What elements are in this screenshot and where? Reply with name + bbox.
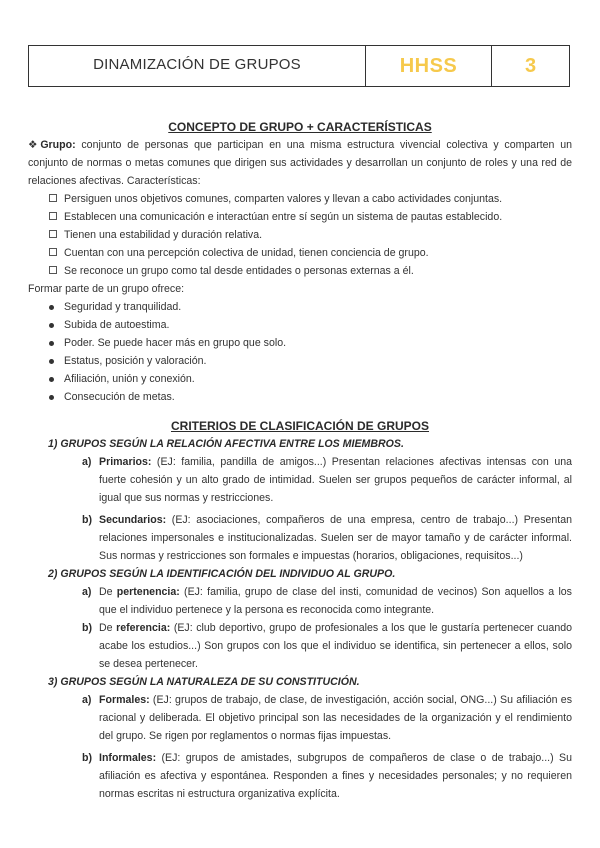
group-term: Grupo: <box>40 139 76 151</box>
group-definition <box>28 136 572 190</box>
list-item <box>28 334 572 352</box>
list-item <box>28 208 572 226</box>
classification-item <box>28 619 572 673</box>
list-item-text: Consecución de metas. <box>64 391 175 403</box>
item-term: Secundarios: <box>99 514 167 526</box>
characteristics-list <box>28 190 572 280</box>
list-item-text: Persiguen unos objetivos comunes, comparten valores y llevan a cabo actividades conjuntas. <box>64 193 503 205</box>
item-letter: a) <box>82 586 92 598</box>
list-item-text: Afiliación, unión y conexión. <box>64 373 195 385</box>
list-item-text: Subida de autoestima. <box>64 319 170 331</box>
document-body <box>28 118 572 803</box>
group-category-heading: 1) GRUPOS SEGÚN LA RELACIÓN AFECTIVA ENTRE LOS MIEMBROS. <box>48 438 404 450</box>
item-term: Primarios: <box>99 456 152 468</box>
list-item-text: Se reconoce un grupo como tal desde entidades o personas externas a él. <box>64 265 414 277</box>
item-text: (EJ: familia, pandilla de amigos...) Presentan relaciones afectivas intensas con una fuerte cohesión y un alto grado de intimidad. Suelen ser grupos pequeños de carácter informal, al igual que sus normas y restricciones. <box>99 456 572 504</box>
list-item-text: Poder. Se puede hacer más en grupo que solo. <box>64 337 287 349</box>
item-text: (EJ: asociaciones, compañeros de una empresa, centro de trabajo...) Presentan relaciones impersonales e institucionalizadas. Suelen ser de mayor tamaño y de carácter informal. Sus normas y restricciones son formales e impuestas (horarios, obligaciones, requisitos...) <box>99 514 572 562</box>
bullet-icon <box>49 341 54 346</box>
item-term: Informales: <box>99 752 157 764</box>
classification-item <box>28 453 572 507</box>
list-item <box>28 244 572 262</box>
list-item <box>28 352 572 370</box>
list-item <box>28 262 572 280</box>
bullet-icon <box>49 305 54 310</box>
item-letter: b) <box>82 514 92 526</box>
item-letter: b) <box>82 752 92 764</box>
list-item-text: Estatus, posición y valoración. <box>64 355 207 367</box>
offers-list <box>28 298 572 406</box>
classification-item <box>28 691 572 745</box>
section-heading-criteria: CRITERIOS DE CLASIFICACIÓN DE GRUPOS <box>170 419 430 433</box>
classification-item <box>28 749 572 803</box>
checkbox-icon <box>49 248 57 256</box>
item-letter: a) <box>82 694 92 706</box>
group-category-heading: 3) GRUPOS SEGÚN LA NATURALEZA DE SU CONSTITUCIÓN. <box>48 676 360 688</box>
checkbox-icon <box>49 266 57 274</box>
list-item <box>28 370 572 388</box>
list-item-text: Establecen una comunicación e interactúan entre sí según un sistema de pautas establecido. <box>64 211 503 223</box>
item-prefix: De <box>99 586 117 598</box>
item-term: referencia: <box>116 622 171 634</box>
bullet-icon <box>49 323 54 328</box>
list-item-text: Seguridad y tranquilidad. <box>64 301 182 313</box>
checkbox-icon <box>49 230 57 238</box>
subject-label: HHSS <box>366 46 492 86</box>
item-text: (EJ: grupos de amistades, subgrupos de compañeros de clase o de trabajo...) Su afiliación es afectiva y espontánea. Responden a fines y necesidades personales; y no requieren normas escritas ni estructura organizativa explícita. <box>99 752 572 800</box>
item-letter: a) <box>82 456 92 468</box>
item-text: (EJ: familia, grupo de clase del insti, comunidad de vecinos) Son aquellos a los que el individuo pertenece y la persona es reconocida como integrante. <box>99 586 572 616</box>
list-item <box>28 316 572 334</box>
list-item <box>28 190 572 208</box>
unit-number: 3 <box>524 54 537 77</box>
bullet-icon <box>49 359 54 364</box>
document-header <box>28 45 570 87</box>
item-term: pertenencia: <box>116 586 180 598</box>
item-text: (EJ: club deportivo, grupo de profesionales a los que le gustaría pertenecer cuando acabe los estudios...) Son grupos con los que el individuo se identifica, sin pertenecer a ellos, solo se desea pertenecer. <box>99 622 572 670</box>
offers-intro: Formar parte de un grupo ofrece: <box>28 283 185 295</box>
document-title: DINAMIZACIÓN DE GRUPOS <box>29 46 366 86</box>
item-prefix: De <box>99 622 117 634</box>
checkbox-icon <box>49 212 57 220</box>
classification-item <box>28 511 572 565</box>
bullet-icon <box>49 395 54 400</box>
section-heading-concept: CONCEPTO DE GRUPO + CARACTERÍSTICAS <box>168 120 432 134</box>
checkbox-icon <box>49 194 57 202</box>
item-letter: b) <box>82 622 92 634</box>
list-item-text: Cuentan con una percepción colectiva de unidad, tienen conciencia de grupo. <box>64 247 429 259</box>
list-item <box>28 388 572 406</box>
item-term: Formales: <box>99 694 150 706</box>
group-category-heading: 2) GRUPOS SEGÚN LA IDENTIFICACIÓN DEL INDIVIDUO AL GRUPO. <box>48 568 396 580</box>
group-definition-text: conjunto de personas que participan en una misma estructura vivencial colectiva y comparten un conjunto de normas o metas comunes que dirigen sus actividades y desarrollan un conjunto de roles y una red de relaciones afectivas. Características: <box>28 139 572 187</box>
list-item-text: Tienen una estabilidad y duración relativa. <box>64 229 263 241</box>
classification-item <box>28 583 572 619</box>
item-text: (EJ: grupos de trabajo, de clase, de investigación, acción social, ONG...) Su afiliación es racional y deliberada. El objetivo principal son las necesidades de la organización y el rendimiento del grupo. Se rigen por reglamentos o normas fijas impuestas. <box>99 694 572 742</box>
bullet-icon <box>49 377 54 382</box>
list-item <box>28 298 572 316</box>
list-item <box>28 226 572 244</box>
diamond-icon: ❖ <box>28 139 41 151</box>
